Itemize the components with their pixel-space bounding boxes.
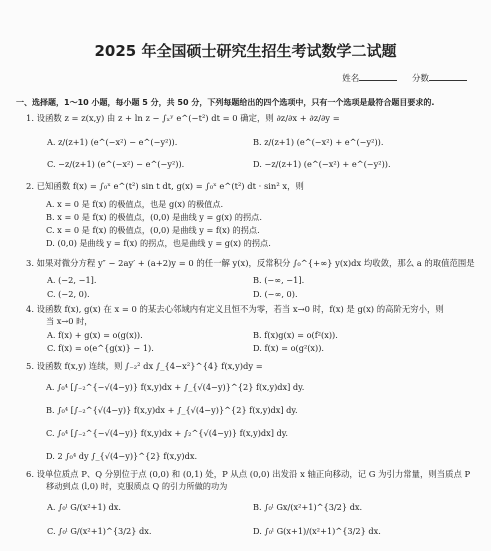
question-6-option-d: D. ∫₀ˡ G(x+1)/(x²+1)^{3/2} dx.: [253, 526, 381, 536]
question-5-option-d: D. 2 ∫₀⁴ dy ∫_{√(4−y)}^{2} f(x,y)dx.: [46, 451, 198, 461]
question-3-option-c: C. (−2, 0).: [47, 289, 90, 299]
question-6-option-c: C. ∫₀ˡ G/(x²+1)^{3/2} dx.: [47, 526, 152, 536]
question-3-option-b: B. (−∞, −1].: [253, 275, 305, 285]
question-2-option-b: B. x = 0 是 f(x) 的极值点，(0,0) 是曲线 y = g(x) 的拐点.: [46, 212, 262, 222]
question-5-stem: 5. 设函数 f(x,y) 连续，则 ∫₋₂² dx ∫_{4−x²}^{4} f(x,y)dy =: [26, 361, 263, 371]
question-6-stem: 6. 设单位质点 P、Q 分别位于点 (0,0) 和 (0,1) 处，P 从点 (0,0) 出发沿 x 轴正向移动，记 G 为引力常量，则当质点 P: [26, 469, 471, 479]
score-blank: [429, 72, 467, 81]
question-1-stem: 1. 设函数 z = z(x,y) 由 z + ln z − ∫ₓʸ e^(−t²) dt = 0 确定，则 ∂z/∂x + ∂z/∂y =: [26, 113, 340, 123]
question-3-option-d: D. (−∞, 0).: [253, 289, 298, 299]
name-score-fields: [342, 72, 467, 84]
question-4-option-c: C. f(x) = o(e^{g(x)} − 1).: [47, 343, 154, 353]
question-2-option-c: C. x = 0 是 f(x) 的极值点，(0,0) 是曲线 y = f(x) 的拐点.: [46, 225, 260, 235]
name-blank: [359, 72, 397, 81]
question-4-option-b: B. f(x)g(x) = o(f²(x)).: [253, 330, 338, 340]
question-6-option-a: A. ∫₀ˡ G/(x²+1) dx.: [47, 502, 121, 512]
question-2-option-a: A. x = 0 是 f(x) 的极值点，也是 g(x) 的极值点.: [46, 199, 224, 209]
question-4-stem-continued: 当 x→0 时，: [46, 316, 93, 326]
question-1-option-b: B. z/(z+1) (e^(−x²) + e^(−y²)).: [253, 137, 384, 147]
question-3-stem: 3. 如果对微分方程 y″ − 2ay′ + (a+2)y = 0 的任一解 y(x)，反常积分 ∫₀^{+∞} y(x)dx 均收敛，那么 a 的取值范围是: [26, 258, 475, 268]
question-4-stem: 4. 设函数 f(x), g(x) 在 x = 0 的某去心邻域内有定义且恒不为零，若当 x→0 时，f(x) 是 g(x) 的高阶无穷小，则: [26, 304, 444, 314]
question-5-option-c: C. ∫₀⁴ [∫₋₂^{−√(4−y)} f(x,y)dx + ∫₂^{√(4−y)} f(x,y)dx] dy.: [46, 428, 288, 438]
question-2-stem: 2. 已知函数 f(x) = ∫₀ˣ e^(t²) sin t dt, g(x) = ∫₀ˣ e^(t²) dt · sin² x，则: [26, 181, 304, 191]
question-2-option-d: D. (0,0) 是曲线 y = f(x) 的拐点，也是曲线 y = g(x) 的拐点.: [46, 238, 271, 248]
question-4-option-d: D. f(x) = o(g²(x)).: [253, 343, 325, 353]
question-4-option-a: A. f(x) + g(x) = o(g(x)).: [47, 330, 143, 340]
question-1-option-a: A. z/(z+1) (e^(−x²) − e^(−y²)).: [47, 137, 178, 147]
question-1-option-c: C. −z/(z+1) (e^(−x²) − e^(−y²)).: [47, 159, 185, 169]
question-5-option-b: B. ∫₀⁴ [∫₋₂^{√(4−y)} f(x,y)dx + ∫_{√(4−y)}^{2} f(x,y)dx] dy.: [46, 405, 298, 415]
question-3-option-a: A. (−2, −1].: [47, 275, 97, 285]
exam-title: 2025 年全国硕士研究生招生考试数学二试题: [94, 42, 397, 60]
section-heading: 一、选择题，1～10 小题，每小题 5 分，共 50 分，下列每题给出的四个选项中，只有一个选项是最符合题目要求的.: [16, 98, 435, 107]
score-label: 分数: [411, 74, 429, 84]
question-1-option-d: D. −z/(z+1) (e^(−x²) + e^(−y²)).: [253, 159, 391, 169]
question-5-option-a: A. ∫₀⁴ [∫₋₂^{−√(4−y)} f(x,y)dx + ∫_{√(4−y)}^{2} f(x,y)dx] dy.: [46, 382, 305, 392]
name-label: 姓名: [342, 74, 360, 84]
question-6-option-b: B. ∫₀ˡ Gx/(x²+1)^{3/2} dx.: [253, 502, 363, 512]
question-6-stem-continued: 移动到点 (l,0) 时，克服质点 Q 的引力所做的功为: [46, 481, 228, 491]
